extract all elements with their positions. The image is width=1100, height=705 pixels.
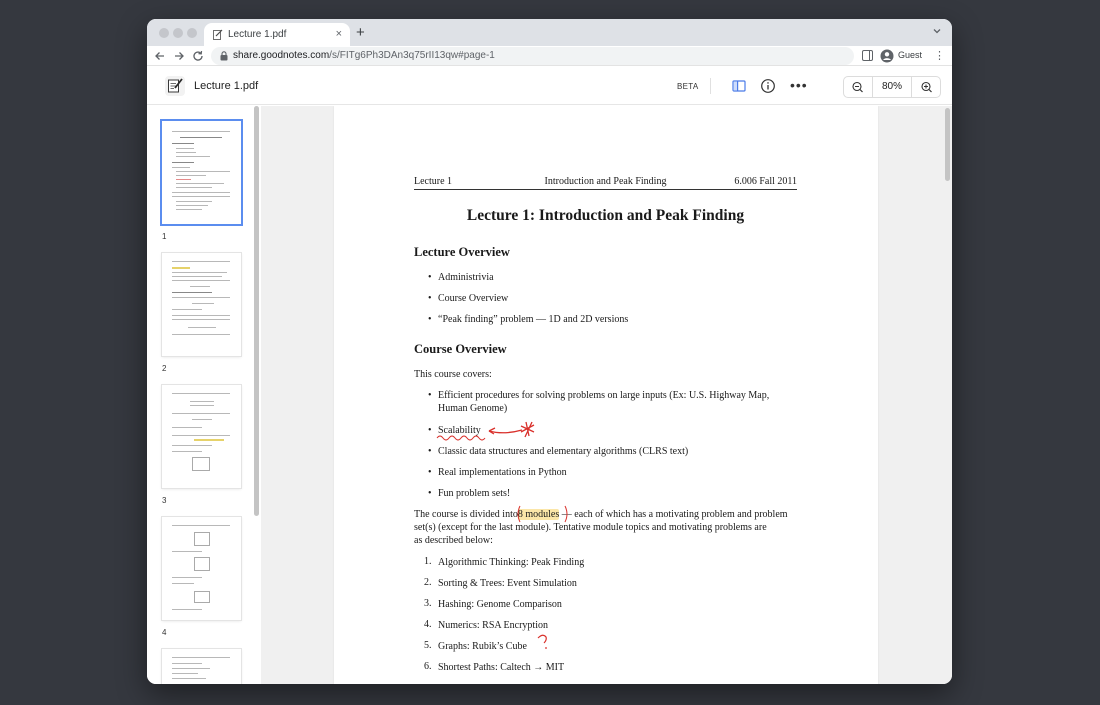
module-item: Hashing: Genome Comparison [438, 599, 562, 610]
browser-toolbar [147, 46, 952, 66]
back-arrow-icon[interactable] [153, 49, 167, 63]
profile-avatar-icon[interactable] [880, 49, 894, 63]
question-mark-annotation [535, 633, 551, 651]
running-head-left: Lecture 1 [414, 176, 453, 187]
list-item: • Classic data structures and elementary algorithms (CLRS text) [438, 445, 688, 458]
more-options-icon[interactable]: ••• [790, 77, 808, 93]
side-panel-icon[interactable] [862, 50, 873, 61]
page-number-label: 2 [162, 364, 167, 373]
profile-label[interactable]: Guest [898, 50, 923, 60]
module-number: 3. [424, 598, 432, 609]
browser-menu-icon[interactable]: ⋮ [934, 50, 945, 62]
paragraph-modules-line1 [414, 508, 797, 521]
zoom-control [843, 76, 941, 98]
page-number-label: 3 [162, 496, 167, 505]
window-zoom-dot[interactable] [187, 28, 197, 38]
forward-arrow-icon[interactable] [172, 49, 186, 63]
running-head-center: Introduction and Peak Finding [544, 176, 667, 187]
list-item-scalability: • Scalability [438, 424, 481, 437]
goodnotes-logo-icon [165, 76, 185, 96]
zoom-out-icon[interactable] [844, 77, 872, 97]
page-number-label: 4 [162, 628, 167, 637]
window-minimize-dot[interactable] [173, 28, 183, 38]
module-item: Numerics: RSA Encryption [438, 620, 548, 631]
module-number: 6. [424, 661, 432, 672]
page-thumbnail-2[interactable] [162, 253, 241, 356]
list-item: • “Peak finding” problem — 1D and 2D versions [438, 313, 628, 326]
sidebar-scrollbar[interactable] [254, 106, 259, 516]
module-item: Graphs: Rubik’s Cube [438, 641, 527, 652]
page-number-label: 1 [162, 232, 167, 241]
viewer-header [147, 67, 952, 105]
goodnotes-favicon-icon [213, 29, 223, 40]
page-thumbnail-5[interactable] [162, 649, 241, 684]
document-viewport[interactable] [261, 106, 952, 684]
window-close-dot[interactable] [159, 28, 169, 38]
url-host: share.goodnotes.com [233, 50, 330, 61]
zoom-level[interactable]: 80% [872, 77, 912, 97]
tab-close-icon[interactable]: × [335, 28, 342, 40]
section-heading-course-overview: Course Overview [414, 342, 507, 356]
sidebar-toggle-icon[interactable] [731, 78, 747, 94]
squiggle-underline-annotation [436, 433, 486, 443]
list-item-continuation: Human Genome) [438, 403, 508, 414]
info-icon[interactable] [760, 78, 776, 94]
zoom-in-icon[interactable] [913, 77, 941, 97]
lecture-title: Lecture 1: Introduction and Peak Finding [466, 207, 745, 224]
module-number: 2. [424, 577, 432, 588]
list-item: • Efficient procedures for solving problems on large inputs (Ex: U.S. Highway Map, [438, 389, 798, 402]
module-number: 1. [424, 556, 432, 567]
url-path: /s/FITg6Ph3DAn3q75rII13qw#page-1 [329, 50, 495, 61]
url-text[interactable] [233, 50, 495, 61]
tab-strip [147, 19, 952, 46]
paragraph-text: set(s) (except for the last module). Tentative module topics and motivating problems are [414, 522, 767, 533]
new-tab-button[interactable]: + [356, 24, 365, 41]
module-item: Shortest Paths: Caltech → MIT [438, 662, 565, 673]
module-item: Algorithmic Thinking: Peak Finding [438, 557, 585, 568]
list-item: • Fun problem sets! [438, 487, 510, 500]
page-thumbnail-sidebar [147, 106, 261, 684]
module-item: Sorting & Trees: Event Simulation [438, 578, 577, 589]
paragraph-text: The course is divided into [414, 509, 518, 520]
running-head-right: 6.006 Fall 2011 [734, 176, 797, 187]
page-thumbnail-4[interactable] [162, 517, 241, 620]
highlighted-text: 8 modules [517, 509, 560, 520]
browser-tab-active[interactable] [204, 23, 350, 46]
module-number: 5. [424, 640, 432, 651]
header-divider [710, 78, 711, 94]
lock-icon[interactable] [220, 51, 228, 61]
paragraph-text: — each of which has a motivating problem and problem [561, 509, 788, 520]
tab-title: Lecture 1.pdf [228, 29, 287, 40]
tab-search-chevron-icon[interactable] [932, 26, 942, 36]
list-item: • Administrivia [438, 271, 494, 284]
beta-badge: BETA [677, 82, 699, 91]
page-thumbnail-3[interactable] [162, 385, 241, 488]
document-title: Lecture 1.pdf [194, 80, 259, 92]
list-item: • Real implementations in Python [438, 466, 567, 479]
paragraph-text: This course covers: [414, 369, 492, 380]
running-head [414, 176, 797, 190]
module-number: 4. [424, 619, 432, 630]
list-item: • Course Overview [438, 292, 508, 305]
document-scrollbar[interactable] [945, 108, 950, 181]
reload-icon[interactable] [191, 49, 205, 63]
browser-window [147, 19, 952, 684]
page-thumbnail-1[interactable] [162, 121, 241, 224]
address-bar[interactable] [211, 47, 854, 65]
paragraph-text: as described below: [414, 535, 493, 546]
section-heading-overview: Lecture Overview [414, 245, 510, 259]
pdf-page-1 [334, 106, 878, 684]
red-arrow-star-annotation [486, 419, 538, 441]
